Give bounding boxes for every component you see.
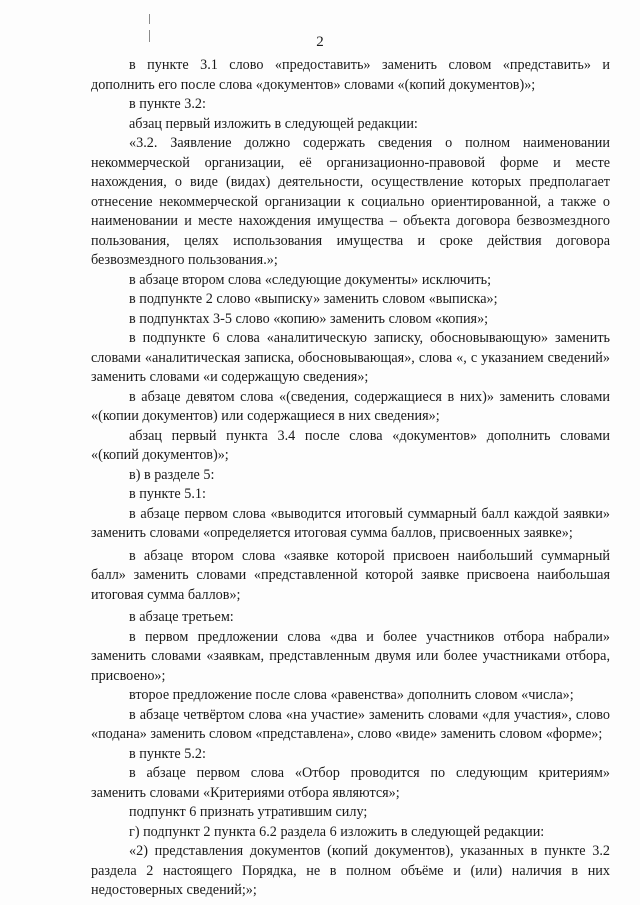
paragraph: в подпункте 2 слово «выписку» заменить словом «выписка»; [129,291,498,307]
paragraph: абзац первый изложить в следующей редакции: [129,115,418,132]
section-heading: в) в разделе 5: [129,466,215,483]
paragraph: в пункте 5.1: [129,486,206,502]
document-body [91,56,610,901]
paragraph: в абзаце девятом слова «(сведения, содержащиеся в них)» заменить словами «(копии документов) или содержащиеся в них сведения»; [91,388,610,424]
paragraph: в абзаце втором слова «заявке которой присвоен наибольший суммарный балл» заменить словами «представленной которой заявке присвоена наибольшая итоговая сумма баллов»; [91,547,610,603]
paragraph: второе предложение после слова «равенства» дополнить словом «числа»; [129,687,574,703]
paragraph: в пункте 5.2: [129,745,206,762]
paragraph: в абзаце первом слова «Отбор проводится по следующим критериям» заменить словами «Критериями отбора являются»; [91,765,610,801]
paragraph: подпункт 6 признать утратившим силу; [129,804,368,820]
paragraph: в абзаце третьем: [129,609,234,625]
scan-artifact-mark [149,14,150,24]
quoted-paragraph: «2) представления документов (копий документов), указанных в пункте 3.2 раздела 2 настоящего Порядка, не в полном объёме и (или) наличия в них недостоверных сведений;»; [91,843,610,898]
paragraph: в абзаце четвёртом слова «на участие» заменить словами «для участия», слово «подана» заменить словом «представлена», слово «виде» заменить словом «форме»; [91,706,610,742]
paragraph: в подпунктах 3-5 слово «копию» заменить словом «копия»; [129,310,489,327]
paragraph: в абзаце первом слова «выводится итоговый суммарный балл каждой заявки» заменить словами «определяется итоговая сумма баллов, присвоенных заявке»; [91,505,610,541]
quoted-paragraph: «3.2. Заявление должно содержать сведения о полном наименовании некоммерческой организации, её организационно-правовой форме и месте нахождения, о виде (видах) деятельности, осуществление которых предполагает отнесение некоммерческой организации к социально ориентированной, а также о наименовании и месте нахождения имущества – объекта договора безвозмездного пользования, целях использования имущества и сроке действия договора безвозмездного пользования.»; [91,135,610,268]
paragraph: в первом предложении слова «два и более участников отбора набрали» заменить словами «заявкам, представленным двумя или более участниками отбора, присвоено»; [91,628,610,684]
paragraph: абзац первый пункта 3.4 после слова «документов» дополнить словами «(копий документов)»; [91,427,610,463]
paragraph: в абзаце втором слова «следующие документы» исключить; [129,271,492,288]
section-heading: г) подпункт 2 пункта 6.2 раздела 6 изложить в следующей редакции: [129,823,545,840]
paragraph: в пункте 3.1 слово «предоставить» заменить словом «представить» и дополнить его после слова «документов» словами «(копий документов)»; [91,57,610,93]
paragraph: в пункте 3.2: [129,96,206,112]
page-number: 2 [316,34,324,50]
paragraph: в подпункте 6 слова «аналитическую записку, обосновывающую» заменить словами «аналитическая записка, обосновывающая», слова «, с указанием сведений» заменить словами «и содержащую сведения»; [91,330,610,385]
